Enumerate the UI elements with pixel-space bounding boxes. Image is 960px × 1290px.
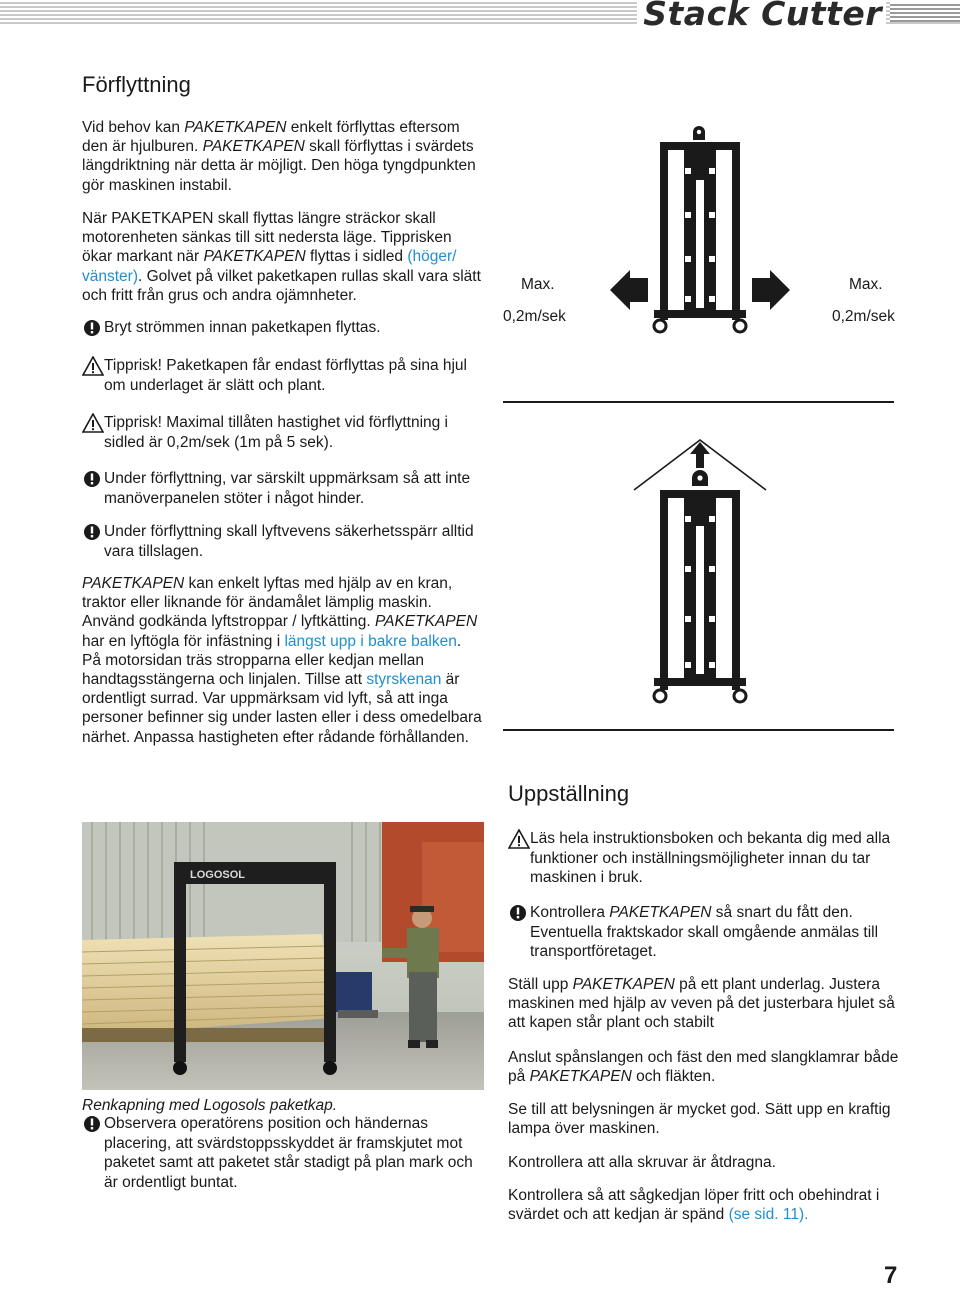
warning-triangle-icon bbox=[82, 413, 104, 433]
diagram-lifting bbox=[620, 430, 780, 730]
text-segment: PAKETKAPEN bbox=[572, 976, 675, 993]
page-number: 7 bbox=[884, 1262, 898, 1289]
note-control-panel bbox=[82, 469, 482, 508]
warning-tipping-1-text: Tipprisk! Paketkapen får endast förflyttas på sina hjul om underlaget är slätt och plant. bbox=[104, 357, 468, 394]
warning-triangle-icon bbox=[508, 829, 530, 849]
text-segment: och fläkten. bbox=[631, 1068, 716, 1086]
section-heading-forflyttning: Förflyttning bbox=[82, 72, 191, 97]
text-segment: PAKETKAPEN bbox=[203, 248, 306, 266]
warning-read-manual bbox=[508, 829, 903, 888]
exclamation-icon bbox=[82, 1114, 104, 1134]
divider-line-2 bbox=[503, 729, 894, 731]
section-heading-uppstallning: Uppställning bbox=[508, 781, 630, 806]
text-segment: Kontrollera så att sågkedjan löper fritt och obehindrat i svärdet och att kedjan är spänd bbox=[508, 1187, 880, 1224]
text-segment: PAKETKAPEN bbox=[184, 119, 287, 136]
text-segment: . På motorsidan träs stropparna eller kedjan mellan handtagsstängerna och linjalen. Tillse att bbox=[82, 632, 462, 689]
diagram-right-max: Max. bbox=[849, 276, 883, 293]
text-segment: enkelt förflyttas eftersom den är hjulburen. bbox=[82, 119, 460, 156]
warning-tipping-1 bbox=[82, 356, 482, 395]
divider-line-1 bbox=[503, 401, 894, 403]
paragraph-lifting bbox=[82, 574, 482, 747]
text-segment: Anslut spånslangen och fäst den med slangklamrar både på bbox=[508, 1049, 899, 1086]
text-segment: kan enkelt lyftas med hjälp av en kran, traktor eller liknande för ändamålet lämplig maskin. Använd godkända lyftstroppar / lyftkätting. bbox=[82, 575, 453, 631]
paragraph-setup bbox=[508, 975, 903, 1033]
text-segment: (se sid. 11). bbox=[728, 1206, 809, 1224]
text-segment: PAKETKAPEN bbox=[609, 904, 712, 921]
text-segment: . Golvet på vilket paketkapen rullas skall vara slätt och fritt från grus och andra ojämnheter. bbox=[82, 267, 481, 304]
note-safety-lock bbox=[82, 522, 482, 561]
note-control-panel-text: Under förflyttning, var särskilt uppmärksam så att inte manöverpanelen stöter i något hinder. bbox=[104, 470, 471, 507]
text-segment: Kontrollera bbox=[530, 904, 610, 921]
paragraph-intro bbox=[82, 118, 482, 195]
text-segment: (höger/ vänster) bbox=[82, 248, 457, 285]
paragraph-chain bbox=[508, 1186, 903, 1224]
photo-stack-cutter bbox=[82, 822, 484, 1090]
warning-read-manual-text: Läs hela instruktionsboken och bekanta dig med alla funktioner och inställningsmöjligheter innan du tar maskinen i bruk. bbox=[530, 830, 891, 886]
warning-tipping-2 bbox=[82, 413, 482, 452]
diagram-left-speed: 0,2m/sek bbox=[503, 308, 566, 325]
text-segment: PAKETKAPEN bbox=[529, 1068, 632, 1086]
header-logo-bar bbox=[890, 2, 960, 22]
warning-tipping-2-text: Tipprisk! Maximal tillåten hastighet vid förflyttning i sidled är 0,2m/sek (1m på 5 sek). bbox=[104, 414, 449, 451]
note-safety-lock-text: Under förflyttning skall lyftvevens säkerhetsspärr alltid vara tillslagen. bbox=[104, 523, 474, 560]
text-segment: skall förflyttas i svärdets längdriktning när detta är möjligt. Den höga tyngdpunkten gör maskinen instabil. bbox=[82, 138, 476, 194]
photo-caption: Renkapning med Logosols paketkap. bbox=[82, 1097, 338, 1114]
paragraph-hose bbox=[508, 1048, 903, 1086]
text-segment: på ett plant underlag. Justera maskinen med hjälp av veven på det justerbara hjulet så att kapen står plant och stabilt bbox=[508, 976, 895, 1032]
text-segment: När PAKETKAPEN skall flyttas längre sträckor skall motorenheten sänkas till sitt nedersta läge. Tipprisken ökar markant när bbox=[82, 210, 452, 266]
note-operator-position-text: Observera operatörens position och händernas placering, att svärdstoppsskyddet är framskjutet mot paketet samt att paketet står stadigt på plan mark och är ordentligt buntat. bbox=[104, 1115, 473, 1191]
exclamation-icon bbox=[508, 903, 530, 923]
note-operator-position bbox=[82, 1114, 482, 1192]
exclamation-icon bbox=[82, 318, 104, 338]
paragraph-transport bbox=[82, 209, 482, 305]
warning-triangle-icon bbox=[82, 356, 104, 376]
text-segment: Ställ upp bbox=[508, 976, 573, 993]
paragraph-screws: Kontrollera att alla skruvar är åtdragna. bbox=[508, 1154, 776, 1171]
text-segment: har en lyftögla för infästning i bbox=[82, 632, 285, 650]
text-segment: så snart du fått den. Eventuella fraktskador skall omgående anmälas till transportföretaget. bbox=[530, 904, 879, 960]
text-segment: Vid behov kan bbox=[82, 119, 185, 136]
paragraph-lighting: Se till att belysningen är mycket god. Sätt upp en kraftig lampa över maskinen. bbox=[508, 1101, 891, 1138]
exclamation-icon bbox=[82, 469, 104, 489]
note-check-delivery-text bbox=[530, 903, 903, 962]
diagram-right-speed: 0,2m/sek bbox=[832, 308, 895, 325]
text-segment: PAKETKAPEN bbox=[82, 575, 185, 592]
diagram-left-max: Max. bbox=[521, 276, 555, 293]
text-segment: PAKETKAPEN bbox=[202, 138, 305, 156]
diagram-side-movement bbox=[600, 120, 800, 340]
header-logo: Stack Cutter bbox=[637, 0, 886, 33]
text-segment: flyttas i sidled bbox=[305, 248, 408, 266]
photo-banner-text: LOGOSOL bbox=[190, 869, 245, 881]
note-check-delivery bbox=[508, 903, 903, 962]
note-power-off-text: Bryt strömmen innan paketkapen flyttas. bbox=[104, 319, 381, 336]
text-segment: längst upp i bakre balken bbox=[284, 632, 457, 650]
text-segment: är ordentligt surrad. Var uppmärksam vid lyft, så att inga personer befinner sig under lasten eller i dess omedelbara närhet. Anpassa hastigheten efter rådande förhållanden. bbox=[82, 671, 482, 746]
note-power-off bbox=[82, 318, 482, 338]
text-segment: styrskenan bbox=[366, 671, 442, 689]
text-segment: PAKETKAPEN bbox=[374, 613, 478, 631]
exclamation-icon bbox=[82, 522, 104, 542]
